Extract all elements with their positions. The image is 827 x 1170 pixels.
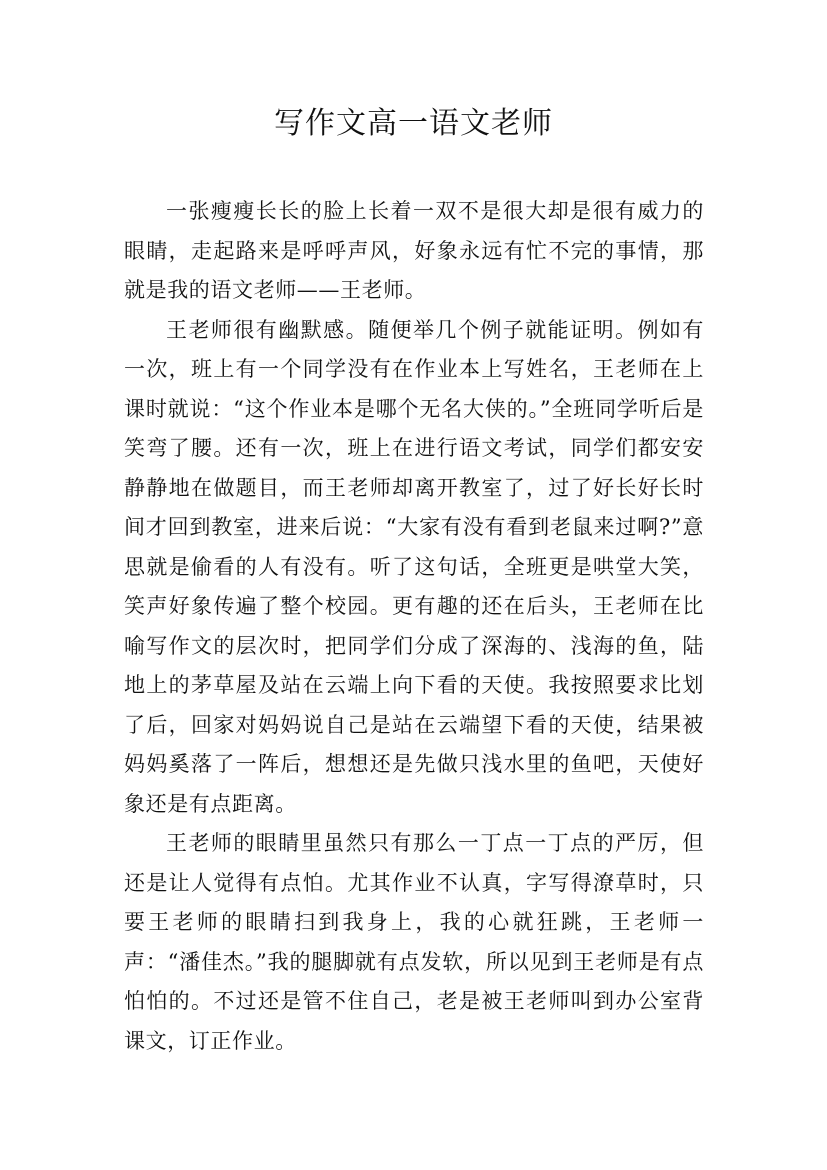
paragraph-2: 王老师很有幽默感。随便举几个例子就能证明。例如有一次，班上有一个同学没有在作业本上写姓名，王老师在上课时就说：“这个作业本是哪个无名大侠的。”全班同学听后是笑弯了腰。还有一次，班上在进行语文考试，同学们都安安静静地在做题目，而王老师却离开教室了，过了好长好长时间才回到教室，进来后说：“大家有没有看到老鼠来过啊?”意思就是偷看的人有没有。听了这句话，全班更是哄堂大笑，笑声好象传遍了整个校园。更有趣的还在后头，王老师在比喻写作文的层次时，把同学们分成了深海的、浅海的鱼，陆地上的茅草屋及站在云端上向下看的天使。我按照要求比划了后，回家对妈妈说自己是站在云端望下看的天使，结果被妈妈奚落了一阵后，想想还是先做只浅水里的鱼吧，天使好象还是有点距离。 xyxy=(124,317,704,816)
paragraph-3: 王老师的眼睛里虽然只有那么一丁点一丁点的严厉，但还是让人觉得有点怕。尤其作业不认真，字写得潦草时，只要王老师的眼睛扫到我身上，我的心就狂跳，王老师一声：“潘佳杰。”我的腿脚就有点发软，所以见到王老师是有点怕怕的。不过还是管不住自己，老是被王老师叫到办公室背课文，订正作业。 xyxy=(124,831,704,1053)
paragraph-1: 一张瘦瘦长长的脸上长着一双不是很大却是很有威力的眼睛，走起路来是呼呼声风，好象永远有忙不完的事情，那就是我的语文老师——王老师。 xyxy=(124,199,704,302)
document-body xyxy=(124,192,704,1061)
document-title: 写作文高一语文老师 xyxy=(274,106,553,141)
